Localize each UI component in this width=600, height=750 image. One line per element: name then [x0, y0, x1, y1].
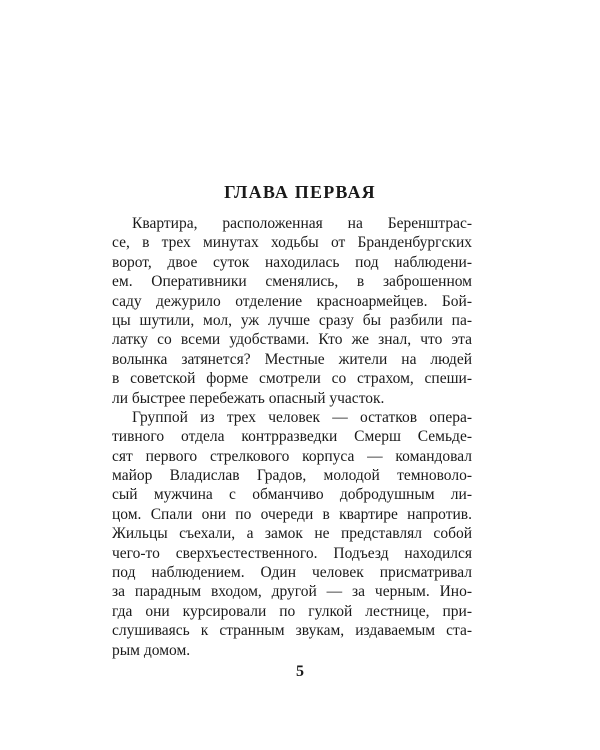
text-line: тивного отдела контрразведки Смерш Семьде- [112, 428, 472, 446]
text-line: ли быстрее перебежать опасный участок. [112, 389, 385, 407]
text-line: латку со всеми удобствами. Кто же знал, что эта [112, 331, 472, 349]
text-line: цом. Спали они по очереди в квартире напротив. [112, 505, 472, 523]
text-line: саду дежурило отделение красноармейцев. Бой- [112, 292, 472, 310]
text-line: ворот, двое суток находилась под наблюдени- [112, 253, 472, 271]
text-line: волынка затянется? Местные жители на людей [112, 350, 472, 368]
text-line: слушиваясь к странным звукам, издаваемым ста- [112, 622, 472, 640]
chapter-title: ГЛАВА ПЕРВАЯ [224, 182, 376, 202]
text-line: сый мужчина с обманчиво добродушным ли- [112, 486, 472, 504]
text-line: под наблюдением. Один человек присматривал [112, 564, 472, 582]
text-line: чего-то сверхъестественного. Подъезд находился [112, 544, 472, 562]
paragraph [112, 408, 472, 660]
text-line: сят первого стрелкового корпуса — командовал [112, 447, 472, 465]
text-line: за парадным входом, другой — за черным. Ино- [112, 583, 472, 601]
paragraph [112, 214, 472, 408]
text-line: гда они курсировали по гулкой лестнице, при- [112, 602, 472, 620]
text-line: рым домом. [112, 641, 191, 659]
text-line: Жильцы съехали, а замок не представлял собой [112, 525, 472, 543]
chapter-body [112, 214, 472, 660]
text-line: в советской форме смотрели со страхом, спеши- [112, 370, 472, 388]
text-line: ем. Оперативники сменялись, в заброшенном [112, 273, 472, 291]
page-number: 5 [296, 663, 304, 680]
text-line: майор Владислав Градов, молодой темноволо- [112, 467, 472, 485]
text-line: Квартира, расположенная на Беренштрас- [132, 215, 472, 232]
text-line: се, в трех минутах ходьбы от Бранденбургских [112, 234, 472, 252]
text-line: цы шутили, мол, уж лучше сразу бы разбили па- [112, 311, 472, 329]
text-line: Группой из трех человек — остатков опера- [132, 408, 472, 426]
